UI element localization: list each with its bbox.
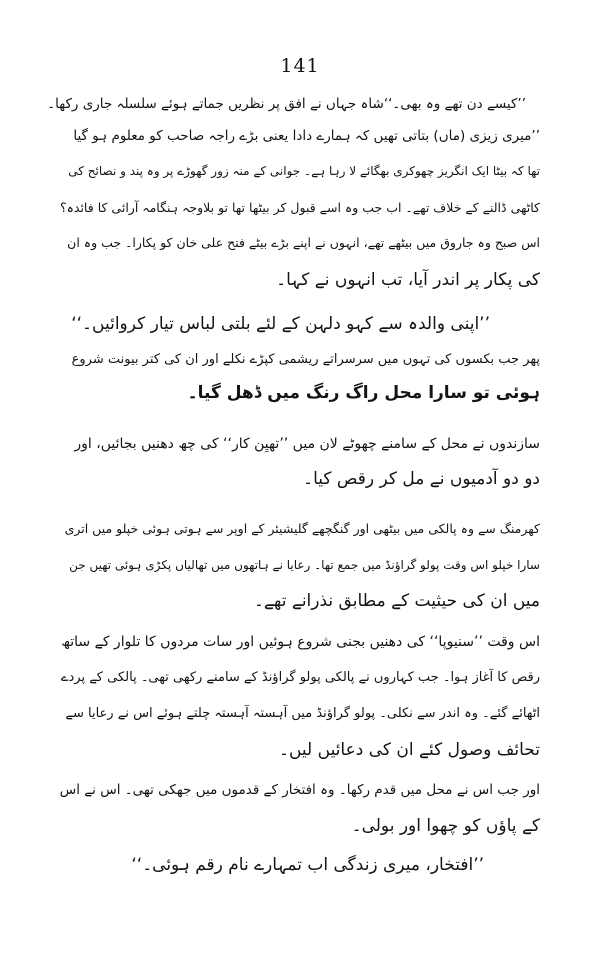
text-line: سارا خپلو اس وقت پولو گراؤنڈ میں جمع تھا۔ رعایا نے ہاتھوں میں تھالیاں پکڑی ہوئی تھیں جن bbox=[69, 558, 540, 572]
page-number: 141 bbox=[280, 55, 320, 77]
text-line: اور جب اس نے محل میں قدم رکھا۔ وہ افتخار کے قدموں میں جھکی تھی۔ اس نے اس bbox=[59, 782, 540, 798]
text-line: تھا کہ بیٹا ایک انگریز چھوکری بھگائے لا رہا ہے۔ جوانی کے منہ زور گھوڑے پر وہ پند و نصائح کی bbox=[68, 164, 540, 178]
text-line: پھر جب بکسوں کی تہوں میں سرسراتے ریشمی کپڑے نکلے اور ان کی کتر بیونت شروع bbox=[71, 352, 540, 367]
text-line: کاٹھی ڈالنے کے خلاف تھے۔ اب جب وہ اسے قبول کر بیٹھا تھا تو بلاوجہ ہنگامہ آرائی کا فائدہ؟ bbox=[59, 200, 540, 215]
text-line: اٹھائے گئے۔ وہ اندر سے نکلی۔ پولو گراؤنڈ میں آہستہ آہستہ چلتے ہوئے اس نے رعایا سے bbox=[65, 706, 540, 721]
text-line: ’’کیسے دن تھے وہ بھی۔‘‘شاہ جہاں نے افق پر نظریں جماتے ہوئے سلسلہ جاری رکھا۔ bbox=[47, 96, 526, 112]
text-line: کھرمنگ سے وہ پالکی میں بیٹھی اور گنگچھے گلیشیئر کے اوپر سے ہوتی ہوئی خپلو میں اتری bbox=[64, 521, 540, 536]
text-line: رقص کا آغاز ہوا۔ جب کہاروں نے پالکی پولو گراؤنڈ کے سامنے رکھی تھی۔ پالکی کے پردے bbox=[60, 670, 540, 685]
text-line: سازندوں نے محل کے سامنے چھوٹے لان میں ’’تھیِن کار‘‘ کی چھ دھنیں بجائیں، اور bbox=[74, 436, 540, 452]
text-line: اس وقت ’’سنیوپا‘‘ کی دھنیں بجنی شروع ہوئیں اور سات مردوں کا تلوار کے ساتھ bbox=[61, 634, 540, 650]
text-line: ہوئی تو سارا محل راگ رنگ میں ڈھل گیا۔ bbox=[187, 383, 540, 403]
text-line: ’’اپنی والدہ سے کہو دلہن کے لئے بلتی لباس تیار کروائیں۔‘‘ bbox=[71, 314, 490, 334]
text-line: کے پاؤں کو چھوا اور بولی۔ bbox=[351, 816, 540, 836]
text-line: کی پکار پر اندر آیا، تب انہوں نے کہا۔ bbox=[276, 270, 540, 290]
text-line: میں ان کی حیثیت کے مطابق نذرانے تھے۔ bbox=[253, 591, 540, 611]
text-line: دو دو آدمیوں نے مل کر رقص کیا۔ bbox=[303, 469, 540, 489]
text-line: ’’میری زیزی (ماں) بتاتی تھیں کہ ہمارے دادا یعنی بڑے راجہ صاحب کو معلوم ہو گیا bbox=[73, 128, 540, 144]
text-line: تحائف وصول کئے ان کی دعائیں لیں۔ bbox=[279, 740, 540, 760]
text-line: ’’افتخار، میری زندگی اب تمہارے نام رقم ہوئی۔‘‘ bbox=[131, 855, 484, 875]
text-line: اس صبح وہ جاروق میں بیٹھے تھے، انہوں نے اپنے بڑے بیٹے فتح علی خان کو پکارا۔ جب وہ ان bbox=[67, 235, 540, 250]
